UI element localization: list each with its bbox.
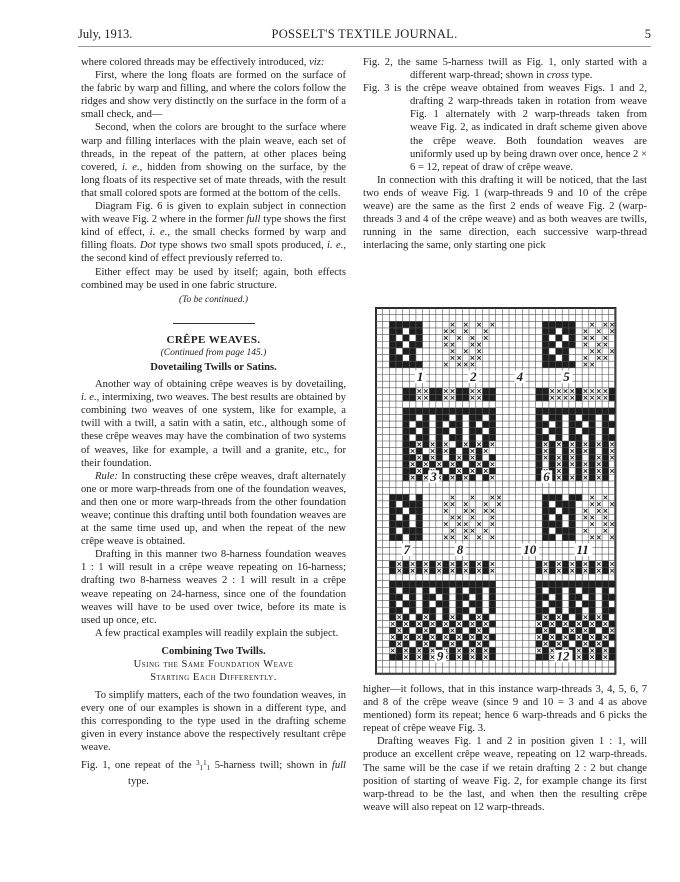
svg-text:3: 3 [430, 468, 437, 484]
subheading-smallcaps: Using the Same Foundation Weave [133, 659, 294, 671]
subheading: Combining Two Twills. [161, 645, 266, 657]
paragraph: Diagram Fig. 6 is given to explain subject in connection with weave Fig. 2 where in the former full type shows the first kind of effect, i. e., the small checks formed by warp and filling floats. Dot type shows two small spots produced, i. e., the second kind of effect previously referred to. [81, 201, 347, 265]
svg-text:9: 9 [436, 648, 444, 664]
issue-date: July, 1913. [78, 27, 133, 41]
to-be-continued-note: (To be continued.) [178, 294, 249, 305]
subheading: Dovetailing Twills or Satins. [150, 361, 277, 373]
paragraph: Drafting in this manner two 8-harness foundation weaves 1 : 1 will result in a crêpe weave repeating on 16-harness; drafting two 8-harness weaves 2 : 1 will result in a crêpe weave repeating on 24-harness, since one of the foundation weaves will have to be used over twice, before its mate is used up once, etc. [81, 549, 346, 626]
svg-text:2: 2 [470, 369, 477, 385]
svg-text:12: 12 [556, 648, 570, 664]
running-header [78, 27, 651, 43]
header-rule [78, 46, 651, 47]
figure-caption-2: Fig. 2, the same 5-harness twill as Fig. 1, only started with a different warp-thread; shown in cross type. [363, 57, 647, 82]
svg-text:8: 8 [456, 542, 464, 558]
svg-text:4: 4 [516, 369, 524, 385]
right-column-continued [363, 683, 647, 814]
article-title: CRÊPE WEAVES. [166, 333, 261, 346]
paragraph: First, where the long floats are formed on the surface of the fabric by warp and filling, and where the colors follow the ridges and show very distinctly on the surface in the form of a small check, and— [81, 70, 346, 121]
paragraph: Drafting weaves Fig. 1 and 2 in position given 1 : 1, will produce an excellent crêpe weave, repeating on 12 warp-threads. The same will be the case if we retain drafting 2 : 2 but change position of starting of weave Fig. 2, for example change its first warp-thread to be the last, and when then the resulting crêpe weave will also repeat on 12 warp-threads. [363, 736, 647, 813]
paragraph: To simplify matters, each of the two foundation weaves, in every one of our examples is shown in a different type, and this corresponding to the type used in the drafting scheme given in every instance above the respectively resultant crêpe weave. [81, 690, 346, 754]
journal-title: POSSELT'S TEXTILE JOURNAL. [271, 27, 458, 41]
subheading-smallcaps: Starting Each Differently. [150, 672, 277, 684]
paragraph: Second, when the colors are brought to the surface where warp and filling interlaces with the plain weave, each set of threads, in the repeat of the pattern, at other places being covered, i. e., hidden from showing on the surface, by the long floats of its respective set of mate threads, with the result that small colored spots are formed at the bottom of the cells. [81, 122, 347, 199]
section-divider [173, 323, 255, 324]
paragraph: Rule: In constructing these crêpe weaves, draft alternately one or more warp-threads from one of the foundation weaves, and then one or more warp-threads from the other foundation weave; continue this drafting until both foundation weaves are at the same time used up, and when the repeat of the new crêpe weave is obtained. [81, 470, 346, 548]
left-column [81, 56, 346, 788]
svg-text:11: 11 [576, 542, 589, 558]
paragraph: In connection with this drafting it will be noticed, that the last two ends of weave Fig. 1 (warp-threads 9 and 10 of the crêpe weave) are the same as the first 2 ends of weave Fig. 2 (warp-threads 3 and 4 of the crêpe weave) and as both weaves are twills, running in the same direction, each successive warp-thread interlacing the same, only starting one pick [363, 174, 647, 252]
paragraph: A few practical examples will readily explain the subject. [95, 627, 339, 639]
paragraph: Either effect may be used by itself; again, both effects combined may be used in one fabric structure. [81, 266, 346, 291]
figure-caption-1: Fig. 1, one repeat of the $^31^11$ 5-harness twill; shown in full type. [81, 758, 347, 787]
continued-from-note: (Continued from page 145.) [160, 347, 267, 358]
svg-text:5: 5 [563, 369, 570, 385]
paragraph: Another way of obtaining crêpe weaves is by dovetailing, i. e., intermixing, two weaves. The best results are obtained by combining two weaves of one system, like for example, a twill with a twill, a satin with a satin, etc., although some of these crêpe weaves may have the combination of two systems of weaves, like for example, a twill and a granite, etc., for their foundation. [81, 379, 346, 469]
svg-text:6: 6 [543, 468, 550, 484]
svg-text:1: 1 [416, 369, 424, 385]
paragraph: higher—it follows, that in this instance warp-threads 3, 4, 5, 6, 7 and 8 of the crêpe weave (since 9 and 10 = 3 and 4 as above mentioned) form its repeat; hence 6 warp-threads and 6 picks the repeat of crêpe weave Fig. 3. [363, 684, 647, 735]
paragraph: where colored threads may be effectively introduced, viz: [81, 57, 325, 68]
weave-grid-graphic [375, 307, 618, 677]
weave-diagram-figures [375, 307, 618, 682]
right-column [363, 56, 647, 252]
page-number: 5 [644, 27, 651, 41]
svg-text:10: 10 [523, 542, 537, 558]
figure-caption-3: Fig. 3 is the crêpe weave obtained from weaves Figs. 1 and 2, drafting 2 warp-threads taken in rotation from weave Fig. 1 alternately with 2 warp-threads taken from weave Fig. 2, as indicated in draft scheme given above the crêpe weave. Both foundation weaves are uniformly used up by being drawn over once, hence 2 × 6 = 12, repeat of draw of crêpe weave. [363, 83, 648, 173]
svg-text:7: 7 [403, 542, 411, 558]
